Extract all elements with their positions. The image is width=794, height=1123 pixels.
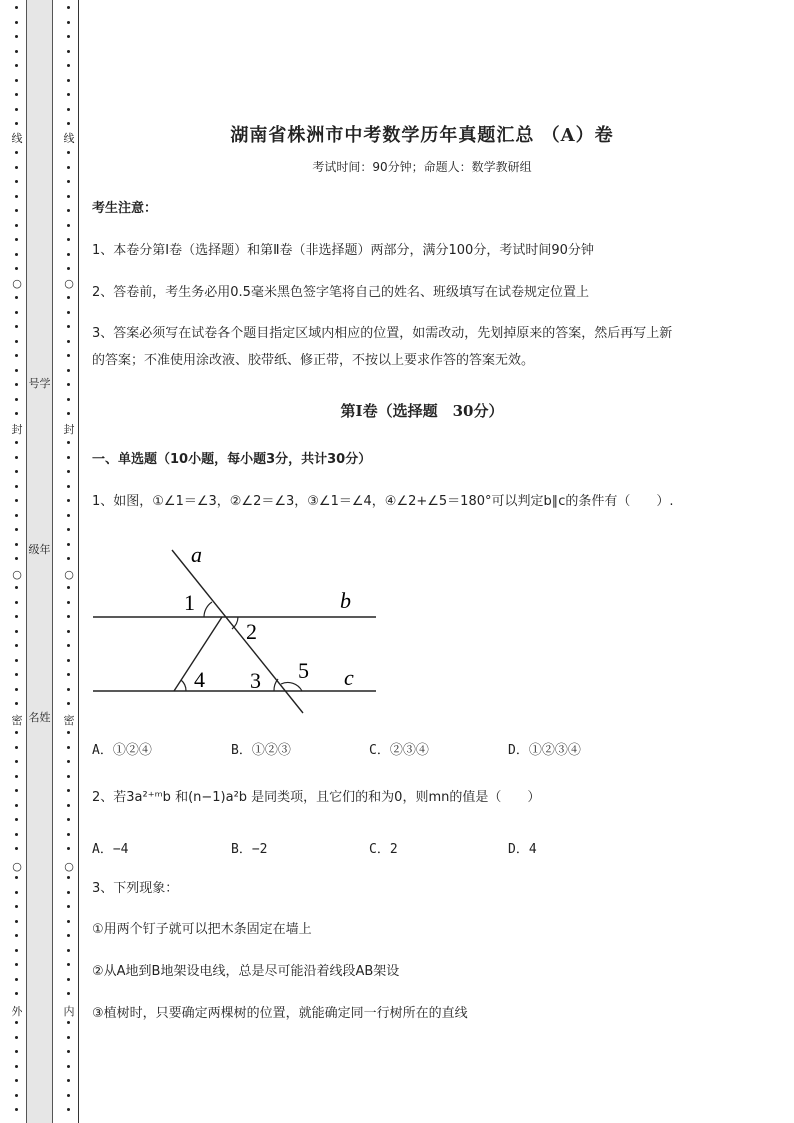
right-label-feng: 封 [63, 423, 75, 436]
binding-dot [15, 64, 18, 67]
right-label-mi: 密 [63, 714, 75, 727]
binding-dot [67, 1108, 70, 1111]
binding-dot [15, 818, 18, 821]
binding-dot [67, 151, 70, 154]
binding-dot [15, 514, 18, 517]
binding-dot [15, 369, 18, 372]
binding-dot [15, 876, 18, 879]
binding-dot [67, 731, 70, 734]
binding-dot [15, 253, 18, 256]
binding-dot [15, 499, 18, 502]
binding-dot [67, 296, 70, 299]
binding-dot [67, 412, 70, 415]
q2-option-a[interactable]: A．−4 [92, 842, 129, 857]
binding-dot [15, 586, 18, 589]
binding-dot [67, 21, 70, 24]
q1-option-d[interactable]: D．①②③④ [508, 743, 581, 758]
binding-dot [15, 963, 18, 966]
binding-dot [15, 1036, 18, 1039]
binding-dot [67, 6, 70, 9]
binding-dot [15, 209, 18, 212]
q3-item-1: ①用两个钉子就可以把木条固定在墙上 [92, 922, 312, 937]
left-label-circle: ○ [10, 277, 24, 291]
binding-dot [67, 905, 70, 908]
binding-dot [67, 673, 70, 676]
binding-dot [15, 93, 18, 96]
question-1-stem: 1、如图，①∠1＝∠3，②∠2＝∠3，③∠1＝∠4，④∠2+∠5＝180°可以判定b∥c的条件有（ ）. [92, 494, 674, 509]
label-angle-4: 4 [194, 667, 205, 692]
exam-subtitle: 考试时间：90分钟；命题人：数学教研组 [312, 160, 532, 174]
binding-dot [15, 21, 18, 24]
binding-dot [67, 630, 70, 633]
binding-dot [15, 1079, 18, 1082]
binding-dot [67, 978, 70, 981]
question-1-figure [88, 535, 388, 720]
binding-dot [15, 238, 18, 241]
label-angle-2: 2 [246, 619, 257, 644]
binding-dot [67, 833, 70, 836]
left-label-mi: 密 [11, 714, 23, 727]
binding-dot [67, 122, 70, 125]
binding-dot [67, 253, 70, 256]
right-label-circle: ○ [62, 860, 76, 874]
q2-option-b[interactable]: B．−2 [231, 842, 268, 857]
q2-option-c[interactable]: C．2 [369, 842, 398, 857]
binding-dot [15, 543, 18, 546]
binding-dot [15, 934, 18, 937]
binding-dot [15, 79, 18, 82]
binding-dot [15, 35, 18, 38]
binding-dot [67, 876, 70, 879]
left-label-circle: ○ [10, 860, 24, 874]
binding-dot [67, 1094, 70, 1097]
binding-dot [15, 296, 18, 299]
binding-dot [67, 949, 70, 952]
binding-dot [15, 224, 18, 227]
left-label-circle: ○ [10, 568, 24, 582]
name-label: 名姓 [28, 711, 51, 724]
binding-dot [67, 543, 70, 546]
binding-dot [67, 1021, 70, 1024]
student-id-label: 号学 [28, 377, 51, 390]
binding-dot [15, 1108, 18, 1111]
label-a: a [191, 542, 202, 567]
binding-dot [15, 804, 18, 807]
binding-dot [67, 325, 70, 328]
question-2-stem: 2、若3a²⁺ᵐb 和(n−1)a²b 是同类项，且它们的和为0，则mn的值是（ ） [92, 790, 541, 805]
notes-header: 考生注意： [92, 201, 158, 216]
right-label-nei: 内 [63, 1005, 75, 1018]
label-b: b [340, 588, 351, 613]
binding-dot [15, 760, 18, 763]
binding-dot [67, 586, 70, 589]
binding-dot [15, 905, 18, 908]
note-3: 3、答案必须写在试卷各个题目指定区域内相应的位置，如需改动，先划掉原来的答案，然后再写上新 [92, 326, 673, 341]
binding-dot [67, 50, 70, 53]
binding-dot [15, 847, 18, 850]
binding-dot [15, 6, 18, 9]
binding-dot [15, 731, 18, 734]
binding-dot [67, 615, 70, 618]
binding-dot [67, 992, 70, 995]
binding-dot [15, 354, 18, 357]
binding-dot [67, 1050, 70, 1053]
binding-dot [67, 818, 70, 821]
binding-dot [67, 354, 70, 357]
binding-dot [67, 311, 70, 314]
binding-dot [67, 514, 70, 517]
binding-dot [67, 1036, 70, 1039]
right-label-circle: ○ [62, 277, 76, 291]
binding-dot [15, 340, 18, 343]
binding-dot [15, 789, 18, 792]
binding-dot [15, 311, 18, 314]
binding-dot [15, 615, 18, 618]
left-label-xian: 线 [11, 132, 23, 145]
binding-dot [67, 485, 70, 488]
binding-dot [67, 166, 70, 169]
binding-dot [15, 456, 18, 459]
binding-dot [15, 470, 18, 473]
binding-dot [15, 50, 18, 53]
binding-dot [15, 195, 18, 198]
binding-dot [15, 992, 18, 995]
binding-dot [67, 35, 70, 38]
binding-dot [67, 108, 70, 111]
binding-dot [15, 180, 18, 183]
question-3-stem: 3、下列现象： [92, 881, 179, 896]
binding-dot [67, 499, 70, 502]
binding-dot [67, 398, 70, 401]
binding-dot [15, 688, 18, 691]
binding-dot [67, 644, 70, 647]
part-title: 一、单选题（10小题，每小题3分，共计30分） [92, 452, 372, 467]
right-dotted-line [62, 0, 76, 1123]
binding-dot [15, 673, 18, 676]
angle-1-arc [204, 602, 212, 617]
binding-dot [67, 804, 70, 807]
label-angle-1: 1 [184, 590, 195, 615]
binding-dot [15, 122, 18, 125]
left-label-feng: 封 [11, 423, 23, 436]
binding-dot [67, 688, 70, 691]
binding-dot [15, 702, 18, 705]
q3-item-3: ③植树时，只要确定两棵树的位置，就能确定同一行树所在的直线 [92, 1006, 468, 1021]
label-angle-3: 3 [250, 668, 261, 693]
binding-dot [67, 659, 70, 662]
binding-dot [67, 209, 70, 212]
q1-option-c[interactable]: C．②③④ [369, 743, 429, 758]
line-a [172, 550, 303, 713]
angle-2-arc [232, 617, 238, 629]
left-dotted-line [10, 0, 24, 1123]
right-label-circle: ○ [62, 568, 76, 582]
angle-4-arc [181, 680, 186, 691]
binding-dot [15, 1021, 18, 1024]
binding-dot [15, 151, 18, 154]
binding-dot [15, 1050, 18, 1053]
binding-dot [67, 847, 70, 850]
binding-dot [67, 267, 70, 270]
binding-margin [0, 0, 82, 1123]
binding-dot [15, 891, 18, 894]
binding-dot [67, 601, 70, 604]
binding-dot [67, 891, 70, 894]
label-c: c [344, 665, 354, 690]
binding-dot [67, 195, 70, 198]
note-3-continued: 的答案；不准使用涂改液、胶带纸、修正带，不按以上要求作答的答案无效。 [92, 353, 535, 368]
grade-label: 级年 [28, 543, 51, 556]
binding-dot [67, 180, 70, 183]
binding-dot [67, 557, 70, 560]
left-label-wai: 外 [11, 1005, 23, 1018]
binding-dot [15, 920, 18, 923]
right-label-xian: 线 [63, 132, 75, 145]
binding-dot [15, 949, 18, 952]
binding-dot [67, 340, 70, 343]
binding-dot [67, 369, 70, 372]
binding-dot [15, 601, 18, 604]
q1-option-a[interactable]: A．①②④ [92, 743, 152, 758]
binding-dot [67, 224, 70, 227]
binding-dot [67, 963, 70, 966]
binding-dot [15, 528, 18, 531]
q1-option-b[interactable]: B．①②③ [231, 743, 291, 758]
binding-dot [67, 760, 70, 763]
margin-border-line [78, 0, 79, 1123]
student-info-band [26, 0, 53, 1123]
binding-dot [15, 746, 18, 749]
binding-dot [67, 64, 70, 67]
binding-dot [67, 238, 70, 241]
binding-dot [15, 978, 18, 981]
q3-item-2: ②从A地到B地架设电线，总是尽可能沿着线段AB架设 [92, 964, 400, 979]
binding-dot [67, 934, 70, 937]
binding-dot [15, 1094, 18, 1097]
binding-dot [15, 267, 18, 270]
binding-dot [67, 702, 70, 705]
binding-dot [15, 412, 18, 415]
binding-dot [67, 1065, 70, 1068]
binding-dot [15, 630, 18, 633]
binding-dot [67, 1079, 70, 1082]
binding-dot [67, 441, 70, 444]
binding-dot [67, 528, 70, 531]
binding-dot [15, 325, 18, 328]
binding-dot [67, 470, 70, 473]
binding-dot [67, 456, 70, 459]
binding-dot [15, 557, 18, 560]
angle-3-arc [274, 679, 278, 691]
exam-title: 湖南省株洲市中考数学历年真题汇总 （A）卷 [230, 125, 614, 146]
binding-dot [15, 644, 18, 647]
binding-dot [67, 789, 70, 792]
binding-dot [67, 93, 70, 96]
binding-dot [67, 383, 70, 386]
binding-dot [67, 775, 70, 778]
binding-dot [15, 485, 18, 488]
q2-option-d[interactable]: D．4 [508, 842, 537, 857]
note-1: 1、本卷分第Ⅰ卷（选择题）和第Ⅱ卷（非选择题）两部分，满分100分，考试时间90分钟 [92, 243, 594, 258]
binding-dot [15, 166, 18, 169]
binding-dot [15, 383, 18, 386]
label-angle-5: 5 [298, 658, 309, 683]
binding-dot [67, 746, 70, 749]
binding-dot [67, 79, 70, 82]
binding-dot [15, 398, 18, 401]
binding-dot [15, 833, 18, 836]
binding-dot [15, 1065, 18, 1068]
binding-dot [15, 775, 18, 778]
binding-dot [15, 659, 18, 662]
binding-dot [15, 108, 18, 111]
binding-dot [67, 920, 70, 923]
binding-dot [15, 441, 18, 444]
section-title: 第Ⅰ卷（选择题 30分） [340, 402, 504, 420]
note-2: 2、答卷前，考生务必用0.5毫米黑色签字笔将自己的姓名、班级填写在试卷规定位置上 [92, 285, 589, 300]
